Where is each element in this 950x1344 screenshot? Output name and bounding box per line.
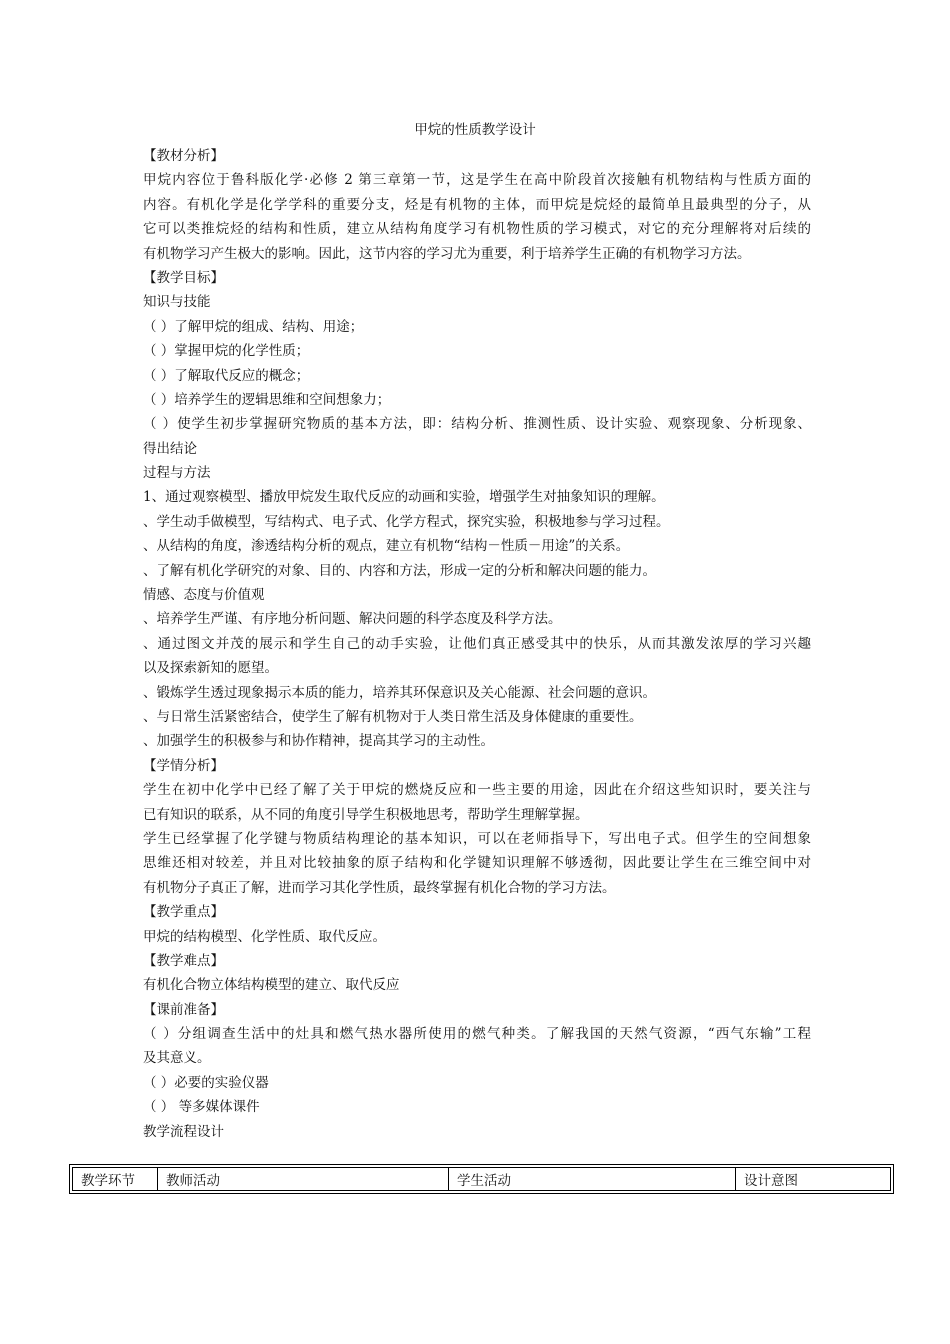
text-line: 情感、态度与价值观 xyxy=(143,587,265,604)
teaching-flow-table xyxy=(69,1164,894,1194)
table-header-cell: 设计意图 xyxy=(736,1168,891,1191)
text-line: 过程与方法 xyxy=(143,465,211,482)
text-line: 、培养学生严谨、有序地分析问题、解决问题的科学态度及科学方法。 xyxy=(143,611,562,628)
text-line: 学生已经掌握了化学键与物质结构理论的基本知识，可以在老师指导下，写出电子式。但学生的空间想象 xyxy=(143,830,811,847)
text-line: 【学情分析】 xyxy=(143,757,224,774)
text-line: 、锻炼学生透过现象揭示本质的能力，培养其环保意识及关心能源、社会问题的意识。 xyxy=(143,684,656,701)
text-line: 以及探索新知的愿望。 xyxy=(143,660,278,677)
text-line: （ ）分组调查生活中的灶具和燃气热水器所使用的燃气种类。了解我国的天然气资源，“西气东输”工程 xyxy=(143,1026,811,1043)
text-line: 、加强学生的积极参与和协作精神，提高其学习的主动性。 xyxy=(143,733,494,750)
table-header-cell: 学生活动 xyxy=(449,1168,736,1191)
text-line: 及其意义。 xyxy=(143,1050,211,1067)
text-line: 甲烷的结构模型、化学性质、取代反应。 xyxy=(143,928,386,945)
text-line: （ ）使学生初步掌握研究物质的基本方法，即：结构分析、推测性质、设计实验、观察现象、分析现象、 xyxy=(143,416,811,433)
text-line: 、从结构的角度，渗透结构分析的观点，建立有机物“结构－性质－用途”的关系。 xyxy=(143,538,630,555)
text-line: 【教学重点】 xyxy=(143,904,224,921)
table-header-cell: 教师活动 xyxy=(158,1168,449,1191)
text-line: 【教材分析】 xyxy=(143,148,224,164)
text-line: （ ）培养学生的逻辑思维和空间想象力； xyxy=(143,391,391,408)
text-line: （ ）了解取代反应的概念； xyxy=(143,367,310,384)
table-header-cell: 教学环节 xyxy=(73,1168,158,1191)
text-line: 【课前准备】 xyxy=(143,1001,224,1018)
text-line: 有机物学习产生极大的影响。因此，这节内容的学习尤为重要，利于培养学生正确的有机物学习方法。 xyxy=(143,245,751,262)
text-line: 得出结论 xyxy=(143,440,197,457)
text-line: 、与日常生活紧密结合，使学生了解有机物对于人类日常生活及身体健康的重要性。 xyxy=(143,708,643,725)
text-line: 已有知识的联系，从不同的角度引导学生积极地思考，帮助学生理解掌握。 xyxy=(143,806,589,823)
text-line: 1、通过观察模型、播放甲烷发生取代反应的动画和实验，增强学生对抽象知识的理解。 xyxy=(143,489,665,506)
text-line: 、学生动手做模型，写结构式、电子式、化学方程式，探究实验，积极地参与学习过程。 xyxy=(143,513,670,530)
document-body xyxy=(143,144,811,1144)
text-line: （ ）了解甲烷的组成、结构、用途； xyxy=(143,318,364,335)
text-line: 知识与技能 xyxy=(143,294,211,311)
text-line: 、通过图文并茂的展示和学生自己的动手实验，让他们真正感受其中的快乐，从而其激发浓厚的学习兴趣 xyxy=(143,635,811,652)
text-line: 思维还相对较差，并且对比较抽象的原子结构和化学键知识理解不够透彻，因此要让学生在三维空间中对 xyxy=(143,855,811,872)
text-line: 、了解有机化学研究的对象、目的、内容和方法，形成一定的分析和解决问题的能力。 xyxy=(143,562,656,579)
text-line: 有机物分子真正了解，进而学习其化学性质，最终掌握有机化合物的学习方法。 xyxy=(143,879,616,896)
text-line: 它可以类推烷烃的结构和性质，建立从结构角度学习有机物性质的学习模式，对它的充分理解将对后续的 xyxy=(143,221,811,238)
text-line: 甲烷内容位于鲁科版化学·必修 2 第三章第一节，这是学生在高中阶段首次接触有机物结构与性质方面的 xyxy=(143,172,811,189)
table-header-row xyxy=(73,1168,891,1191)
document-title: 甲烷的性质教学设计 xyxy=(414,122,536,138)
text-line: 教学流程设计 xyxy=(143,1123,224,1140)
text-line: 内容。有机化学是化学学科的重要分支，烃是有机物的主体，而甲烷是烷烃的最简单且最典型的分子，从 xyxy=(143,196,811,213)
text-line: 学生在初中化学中已经了解了关于甲烷的燃烧反应和一些主要的用途，因此在介绍这些知识时，要关注与 xyxy=(143,782,811,799)
text-line: 【教学目标】 xyxy=(143,269,224,286)
text-line: （ ）掌握甲烷的化学性质； xyxy=(143,343,310,360)
text-line: （ ）必要的实验仪器 xyxy=(143,1074,269,1091)
text-line: （ ） 等多媒体课件 xyxy=(143,1099,260,1116)
text-line: 有机化合物立体结构模型的建立、取代反应 xyxy=(143,977,400,994)
text-line: 【教学难点】 xyxy=(143,952,224,969)
